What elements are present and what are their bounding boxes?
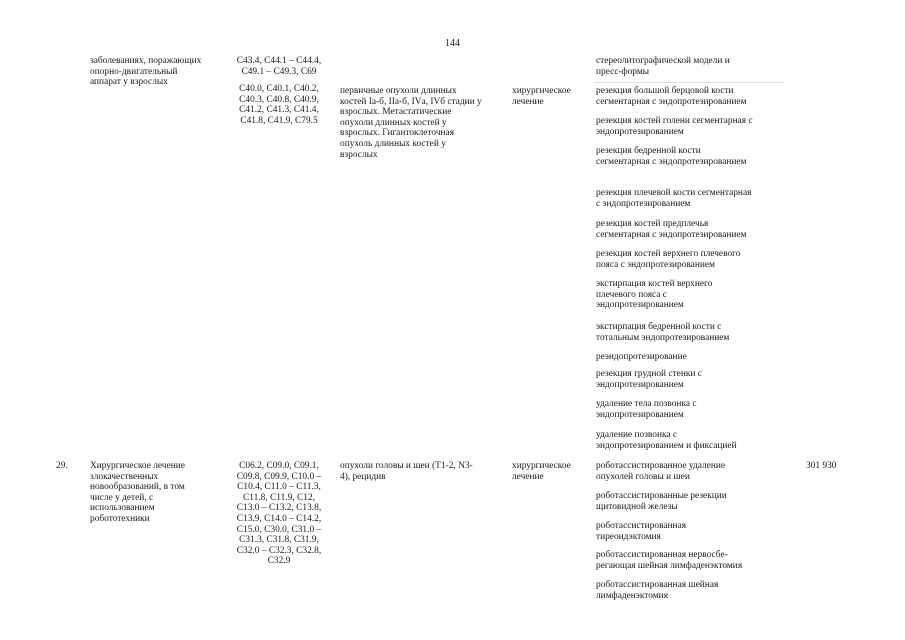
row-1-codes-2: C40.0, C40.1, C40.2, C40.3, C40.8, C40.9, C41.2, C41.3, C41.4, C41.8, C41.9, C79.5 — [239, 84, 319, 126]
row-29-patient-model: опухоли головы и шеи (T1-2, N3- 4), рецидив — [340, 461, 473, 482]
row-29-method-4: роботассистированная нервосбе- регающая шейная лимфаденэктомия — [596, 550, 743, 571]
row-29-treatment-type: хирургическое лечение — [512, 461, 571, 482]
row-29-method-1: роботассистированное удаление опухолей головы и шеи — [596, 461, 726, 482]
row-1-method-11: резекция грудной стенки с эндопротезированием — [596, 369, 702, 390]
method-separator — [594, 82, 784, 83]
row-1-method-2: резекция большой берцовой кости сегментарная с эндопротезированием — [596, 86, 747, 107]
row-1-codes-1: C43.4, C44.1 – C44.4, C49.1 – C49.3, C69 — [236, 56, 322, 77]
row-29-method-5: роботассистированная шейная лимфаденэктомия — [596, 580, 719, 601]
row-1-treatment-type: хирургическое лечение — [512, 86, 571, 107]
row-1-method-7: резекция костей верхнего плечевого пояса с эндопротезированием — [596, 249, 741, 270]
row-1-method-5: резекция плечевой кости сегментарная с эндопротезированием — [596, 188, 752, 209]
row-29-name: Хирургическое лечение злокачественных новообразований, в том числе у детей, с использованием робототехники — [90, 461, 185, 524]
row-1-method-12: удаление тела позвонка с эндопротезированием — [596, 399, 697, 420]
row-29-method-2: роботассистированные резекции щитовидной железы — [596, 491, 727, 512]
row-1-method-1: стереолитографической модели и пресс-формы — [596, 56, 730, 77]
row-1-method-9: экстирпация бедренной кости с тотальным эндопротезированием — [596, 322, 730, 343]
row-1-name: заболеваниях, поражающих опорно-двигательный аппарат у взрослых — [90, 56, 202, 88]
row-29-codes: C06.2, C09.0, C09.1, C09.8, C09.9, C10.0 – C10.4, C11.0 – C11.3, C11.8, C11.9, C12, C13.0 – C13.2, C13.8, C13.9, C14.0 – C14.2, C15.0, C30.0, C31.0 – C31.3, C31.8, C31.9, C32.0 – C32.3, C32.8, C32.9 — [236, 461, 322, 567]
row-1-method-10: реэндопротезирование — [596, 352, 687, 362]
row-29-method-3: роботассистированная тиреоидэктомия — [596, 521, 687, 542]
page-number: 144 — [445, 38, 460, 49]
row-1-method-6: резекция костей предплечья сегментарная с эндопротезированием — [596, 219, 747, 240]
row-1-patient-model: первичные опухоли длинных костей Iа-б, IIа-б, IVа, IVб стадии у взрослых. Метастатические опухоли длинных костей у взрослых. Гигантоклеточная опухоль длинных костей у взрослых — [340, 86, 482, 160]
row-1-method-4: резекция бедренной кости сегментарная с эндопротезированием — [596, 146, 747, 167]
row-1-method-13: удаление позвонка с эндопротезированием и фиксацией — [596, 430, 737, 451]
row-1-method-8: экстирпация костей верхнего плечевого пояса с эндопротезированием — [596, 279, 713, 311]
row-1-method-3: резекция костей голени сегментарная с эндопротезированием — [596, 116, 753, 137]
row-29-cost: 301 930 — [806, 461, 837, 471]
row-29-number: 29. — [56, 461, 68, 471]
